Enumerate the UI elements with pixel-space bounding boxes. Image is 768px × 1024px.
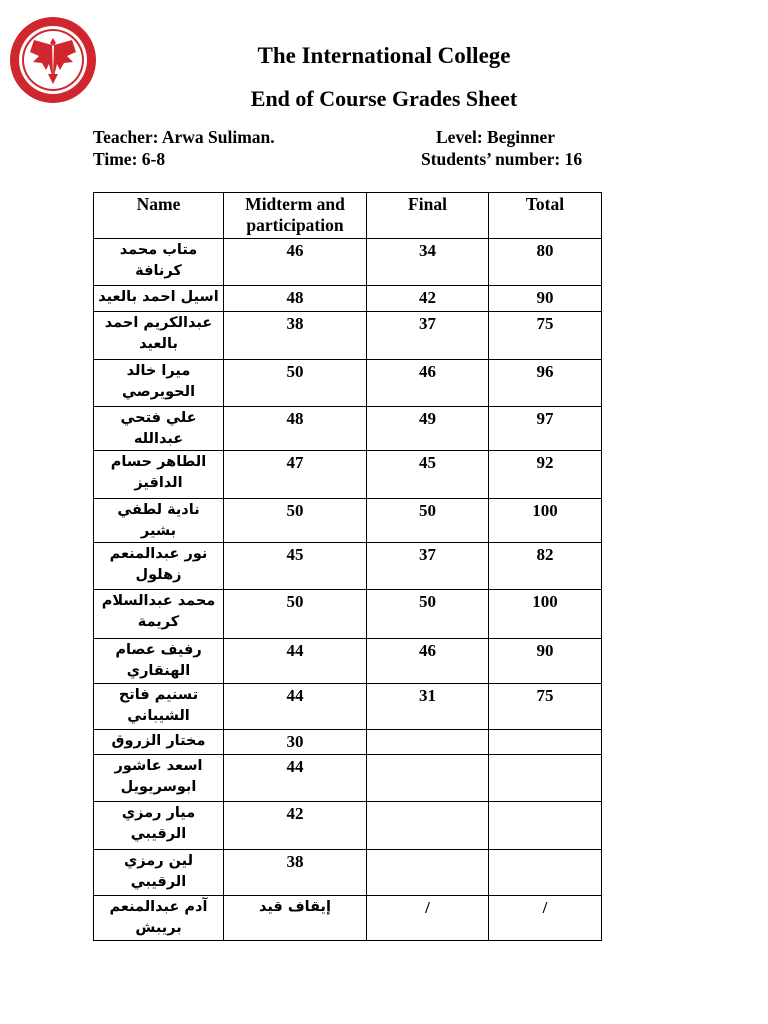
midterm-score-cell: 44 [224, 755, 367, 802]
total-score-cell: 82 [489, 543, 602, 590]
table-row [94, 451, 602, 499]
final-score-cell: 31 [367, 684, 489, 730]
final-score-cell: 34 [367, 239, 489, 286]
students-count-label: Students’ number: 16 [421, 149, 583, 169]
table-row [94, 802, 602, 850]
midterm-score-cell: 45 [224, 543, 367, 590]
student-name-cell: رفيف عصام الهنقاري [94, 639, 224, 684]
student-name-cell: اسعد عاشور ابوسريويل [94, 755, 224, 802]
midterm-score-cell: 48 [224, 286, 367, 312]
total-score-cell [489, 802, 602, 850]
final-score-cell: 45 [367, 451, 489, 499]
grades-table-body [94, 239, 602, 941]
level-label: Level: Beginner [436, 127, 556, 147]
table-row [94, 639, 602, 684]
total-score-cell [489, 850, 602, 896]
midterm-score-cell: 38 [224, 312, 367, 360]
midterm-score-cell: إيقاف قيد [224, 896, 367, 941]
midterm-score-cell: 50 [224, 360, 367, 407]
midterm-score-cell: 50 [224, 590, 367, 639]
final-score-cell [367, 850, 489, 896]
student-name-cell: الطاهر حسام الداقيز [94, 451, 224, 499]
midterm-score-cell: 44 [224, 639, 367, 684]
final-score-cell: 37 [367, 312, 489, 360]
table-row [94, 684, 602, 730]
table-row [94, 407, 602, 451]
midterm-score-cell: 44 [224, 684, 367, 730]
midterm-score-cell: 42 [224, 802, 367, 850]
student-name-cell: اسيل احمد بالعيد [94, 286, 224, 312]
grades-table [93, 192, 602, 941]
table-row [94, 896, 602, 941]
final-score-cell [367, 755, 489, 802]
midterm-score-cell: 30 [224, 730, 367, 755]
teacher-label: Teacher: Arwa Suliman. [93, 127, 275, 147]
student-name-cell: ميار رمزي الرقيبي [94, 802, 224, 850]
total-score-cell [489, 730, 602, 755]
final-score-cell: 42 [367, 286, 489, 312]
table-row [94, 730, 602, 755]
student-name-cell: آدم عبدالمنعم بريبش [94, 896, 224, 941]
college-name: The International College [257, 43, 511, 68]
final-score-cell: 46 [367, 360, 489, 407]
total-score-cell: 90 [489, 286, 602, 312]
table-row [94, 360, 602, 407]
student-name-cell: نور عبدالمنعم زهلول [94, 543, 224, 590]
total-score-cell [489, 755, 602, 802]
student-name-cell: تسنيم فاتح الشيباني [94, 684, 224, 730]
table-row [94, 543, 602, 590]
midterm-score-cell: 48 [224, 407, 367, 451]
total-score-cell: 100 [489, 590, 602, 639]
total-score-cell: 92 [489, 451, 602, 499]
table-row [94, 755, 602, 802]
final-score-cell: / [367, 896, 489, 941]
total-score-cell: 97 [489, 407, 602, 451]
time-label: Time: 6-8 [93, 149, 166, 169]
midterm-score-cell: 46 [224, 239, 367, 286]
total-score-cell: 75 [489, 684, 602, 730]
column-header-total: Total [489, 193, 602, 239]
final-score-cell: 49 [367, 407, 489, 451]
table-header-row [94, 193, 602, 239]
final-score-cell [367, 730, 489, 755]
sheet-title: End of Course Grades Sheet [250, 86, 518, 111]
total-score-cell: 96 [489, 360, 602, 407]
student-name-cell: لين رمزي الرقيبي [94, 850, 224, 896]
table-row [94, 312, 602, 360]
table-row [94, 286, 602, 312]
total-score-cell: 75 [489, 312, 602, 360]
final-score-cell: 50 [367, 590, 489, 639]
table-row [94, 590, 602, 639]
table-row [94, 499, 602, 543]
student-name-cell: محمد عبدالسلام كريمة [94, 590, 224, 639]
column-header-final: Final [367, 193, 489, 239]
student-name-cell: علي فتحي عبدالله [94, 407, 224, 451]
midterm-score-cell: 50 [224, 499, 367, 543]
student-name-cell: مختار الزروق [94, 730, 224, 755]
table-row [94, 239, 602, 286]
final-score-cell: 50 [367, 499, 489, 543]
final-score-cell: 37 [367, 543, 489, 590]
final-score-cell [367, 802, 489, 850]
table-row [94, 850, 602, 896]
student-name-cell: عبدالكريم احمد بالعيد [94, 312, 224, 360]
total-score-cell: 100 [489, 499, 602, 543]
total-score-cell: 80 [489, 239, 602, 286]
student-name-cell: ميرا خالد الحويرصي [94, 360, 224, 407]
student-name-cell: نادية لطفي بشير [94, 499, 224, 543]
total-score-cell: / [489, 896, 602, 941]
midterm-score-cell: 47 [224, 451, 367, 499]
final-score-cell: 46 [367, 639, 489, 684]
column-header-name: Name [94, 193, 224, 239]
student-name-cell: متاب محمد كرنافة [94, 239, 224, 286]
column-header-midterm: Midterm and participation [224, 193, 367, 239]
midterm-score-cell: 38 [224, 850, 367, 896]
total-score-cell: 90 [489, 639, 602, 684]
